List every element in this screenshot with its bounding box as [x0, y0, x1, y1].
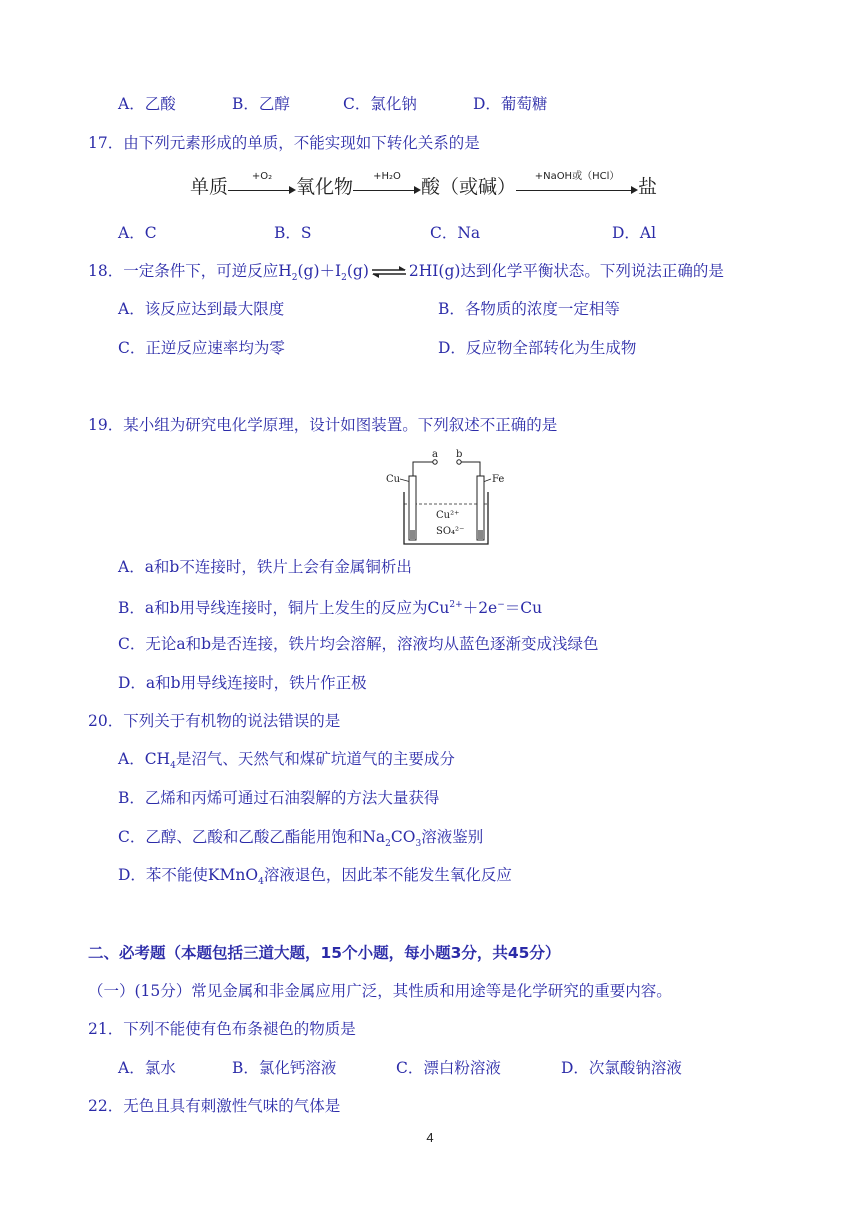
q20-option-d: D．苯不能使KMnO$_4$溶液退色，因此苯不能发生氧化反应: [118, 866, 512, 888]
q20-option-b: B．乙烯和丙烯可通过石油裂解的方法大量获得: [118, 789, 440, 807]
flow-arrow-1: +O₂: [228, 172, 296, 202]
q20-option-a: A．$CH_4$是沼气、天然气和煤矿坑道气的主要成分: [118, 750, 455, 772]
q19-option-c: C．无论a和b是否连接，铁片均会溶解，溶液均从蓝色逐渐变成浅绿色: [118, 635, 599, 653]
flow-node-oxide: 氧化物: [296, 176, 354, 198]
q16-option-a: A．乙酸: [118, 95, 176, 113]
q18-stem: 18．一定条件下，可逆反应$H_2(g)+I_2(g)$ 2HI(g)达到化学平衡状态。下列说法正确的是: [88, 262, 724, 284]
equilibrium-arrow-icon: [371, 265, 407, 279]
terminal-a: [433, 460, 437, 464]
q22-stem: 22．无色且具有刺激性气味的气体是: [88, 1097, 341, 1115]
q20-option-c: C．乙醇、乙酸和乙酸乙酯能用饱和$Na_2CO_3$溶液鉴别: [118, 828, 484, 850]
flow-node-element: 单质: [190, 176, 229, 198]
q19-option-a: A．a和b不连接时，铁片上会有金属铜析出: [118, 558, 412, 576]
q21-option-b: B．氯化钙溶液: [232, 1059, 337, 1077]
flow-arrow-2: +H₂O: [353, 172, 421, 202]
page-number: 4: [426, 1130, 434, 1145]
q17-option-a: A．C: [118, 224, 157, 242]
q19-option-b: B．a和b用导线连接时，铜片上发生的反应为$Cu^{2+}+2e^-=Cu$: [118, 599, 543, 618]
q17-option-b: B．S: [274, 224, 312, 242]
flow-arrow-3: +NaOH或（HCl）: [516, 172, 638, 202]
terminal-b-label: b: [456, 449, 463, 460]
part-one-intro: （一）(15分）常见金属和非金属应用广泛，其性质和用途等是化学研究的重要内容。: [88, 982, 672, 1000]
q16-option-b: B．乙醇: [232, 95, 290, 113]
q18-option-b: B．各物质的浓度一定相等: [438, 300, 620, 318]
ion-so4-label: SO₄²⁻: [436, 526, 465, 537]
q17-conversion-diagram: [190, 172, 657, 202]
terminal-b: [457, 460, 461, 464]
q18-option-c: C．正逆反应速率均为零: [118, 339, 285, 357]
q17-option-d: D．Al: [612, 224, 657, 242]
q16-option-c: C．氯化钠: [343, 95, 417, 113]
q19-option-d: D．a和b用导线连接时，铁片作正极: [118, 674, 367, 692]
q18-option-a: A．该反应达到最大限度: [118, 300, 285, 318]
electrochemical-cell-figure: [380, 446, 516, 548]
q21-option-d: D．次氯酸钠溶液: [561, 1059, 682, 1077]
section-heading: 二、必考题（本题包括三道大题，15个小题，每小题3分，共45分）: [88, 944, 561, 962]
q16-option-d: D．葡萄糖: [473, 95, 548, 113]
q21-option-c: C．漂白粉溶液: [396, 1059, 501, 1077]
q20-stem: 20．下列关于有机物的说法错误的是: [88, 712, 341, 730]
iron-label: Fe: [492, 474, 505, 485]
q19-stem: 19．某小组为研究电化学原理，设计如图装置。下列叙述不正确的是: [88, 416, 558, 434]
q21-option-a: A．氯水: [118, 1059, 176, 1077]
q18-option-d: D．反应物全部转化为生成物: [438, 339, 637, 357]
copper-label: Cu: [386, 474, 401, 485]
flow-node-acid-base: 酸（或碱）: [421, 176, 517, 198]
q21-stem: 21．下列不能使有色布条褪色的物质是: [88, 1020, 356, 1038]
flow-node-salt: 盐: [638, 176, 658, 198]
q17-stem: 17．由下列元素形成的单质，不能实现如下转化关系的是: [88, 134, 480, 152]
q17-option-c: C．Na: [430, 224, 481, 242]
ion-cu-label: Cu²⁺: [436, 510, 460, 521]
terminal-a-label: a: [432, 449, 438, 460]
